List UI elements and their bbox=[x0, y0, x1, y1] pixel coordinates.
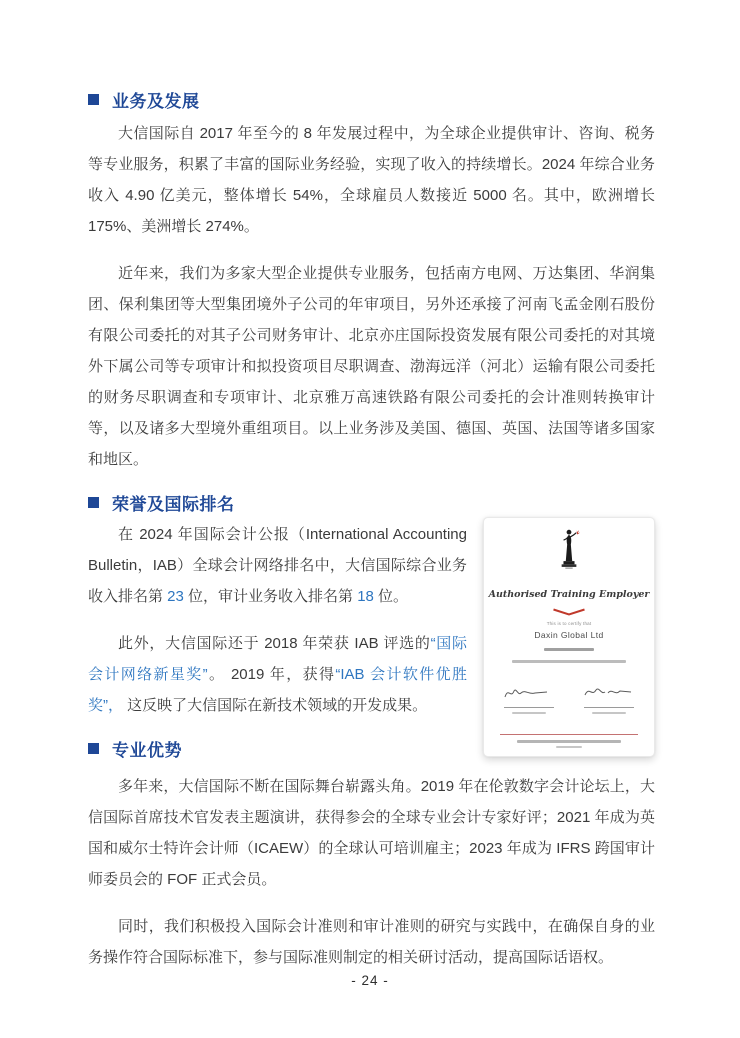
ranking-lead-text: 在 2024 年国际会计公报（International Accounting Bulletin，IAB）全球会计网络排名中，大信国际综合业务收入排名第 bbox=[88, 526, 467, 605]
certificate-company-name: Daxin Global Ltd bbox=[534, 630, 604, 640]
section-title: 荣誉及国际排名 bbox=[112, 494, 235, 514]
signature-left-icon bbox=[501, 684, 557, 702]
page-content bbox=[88, 88, 655, 989]
awards-tail-text: 这反映了大信国际在新技术领域的开发成果。 bbox=[123, 697, 428, 714]
square-bullet-icon bbox=[88, 94, 99, 105]
ranking-mid-text: 位，审计业务收入排名第 bbox=[183, 588, 358, 605]
paragraph-business-growth: 大信国际自 2017 年至今的 8 年发展过程中，为全球企业提供审计、咨询、税务等专业服务，积累了丰富的国际业务经验，实现了收入的持续增长。2024 年综合业务收入 4.90 亿美元，整体增长 54%，全球雇员人数接近 5000 名。其中，欧洲增长 175%、美洲增长 274%。 bbox=[88, 125, 655, 235]
signature-caption-placeholder bbox=[592, 712, 626, 714]
section-title: 专业优势 bbox=[112, 740, 182, 760]
training-employer-certificate bbox=[483, 517, 655, 757]
certificate-footer-placeholder bbox=[517, 740, 621, 743]
icaew-statue-logo-icon bbox=[557, 528, 581, 574]
signature-left bbox=[498, 684, 560, 714]
certificate-footer-placeholder bbox=[556, 746, 582, 748]
award-rising-star: “国际会计网络新星奖” bbox=[88, 635, 467, 683]
section-title: 业务及发展 bbox=[112, 91, 200, 111]
square-bullet-icon bbox=[88, 743, 99, 754]
award-software-winner: “IAB 会计软件优胜奖”， bbox=[88, 666, 467, 714]
section-heading-advantages bbox=[88, 737, 467, 759]
signature-rule bbox=[504, 707, 554, 708]
section-heading-business bbox=[88, 88, 655, 110]
audit-rank-value: 18 bbox=[357, 588, 374, 605]
certificate-certify-line: This is to certify that bbox=[546, 621, 592, 626]
employer-number-text-placeholder bbox=[544, 648, 594, 651]
paragraph-advantages-standards: 同时，我们积极投入国际会计准则和审计准则的研究与实践中，在确保自身的业务操作符合国际标准下，参与国际准则制定的相关研讨活动，提高国际话语权。 bbox=[88, 918, 655, 966]
awards-lead-text: 此外，大信国际还于 2018 年荣获 IAB 评选的 bbox=[118, 635, 431, 652]
paragraph-business-clients: 近年来，我们为多家大型企业提供专业服务，包括南方电网、万达集团、华润集团、保利集团等大型集团境外子公司的年审项目，另外还承接了河南飞孟金刚石股份有限公司委托的对其子公司财务审计、北京亦庄国际投资发展有限公司委托的对其境外下属公司等专项审计和拟投资项目尽职调查、渤海远洋（河北）运输有限公司委托的财务尽职调查和专项审计、北京雅万高速铁路有限公司委托的会计准则转换审计等，以及诸多大型境外重组项目。以上业务涉及美国、德国、英国、法国等诸多国家和地区。 bbox=[88, 265, 655, 468]
paragraph-advantages-milestones: 多年来，大信国际不断在国际舞台崭露头角。2019 年在伦敦数字会计论坛上，大信国际首席技术官发表主题演讲，获得参会的全球专业会计专家好评；2021 年成为英国和威尔士特许会计师（ICAEW）的全球认可培训雇主；2023 年成为 IFRS 跨国审计师委员会的 FOF 正式会员。 bbox=[88, 778, 655, 888]
ranking-tail-text: 位。 bbox=[373, 588, 409, 605]
certificate-title: Authorised Training Employer bbox=[488, 589, 650, 600]
signature-caption-placeholder bbox=[512, 712, 546, 714]
red-chevron-icon bbox=[552, 608, 586, 616]
signature-right bbox=[578, 684, 640, 714]
page-number: - 24 - bbox=[351, 973, 389, 988]
red-divider-line bbox=[500, 734, 638, 735]
signature-rule bbox=[584, 707, 634, 708]
authorisation-text-placeholder bbox=[512, 660, 626, 663]
section-heading-honors bbox=[88, 491, 655, 513]
certificate-signatures bbox=[498, 684, 640, 714]
signature-right-icon bbox=[581, 684, 637, 702]
square-bullet-icon bbox=[88, 497, 99, 508]
overall-rank-value: 23 bbox=[167, 588, 184, 605]
awards-mid-text: 。 2019 年，获得 bbox=[207, 666, 336, 683]
